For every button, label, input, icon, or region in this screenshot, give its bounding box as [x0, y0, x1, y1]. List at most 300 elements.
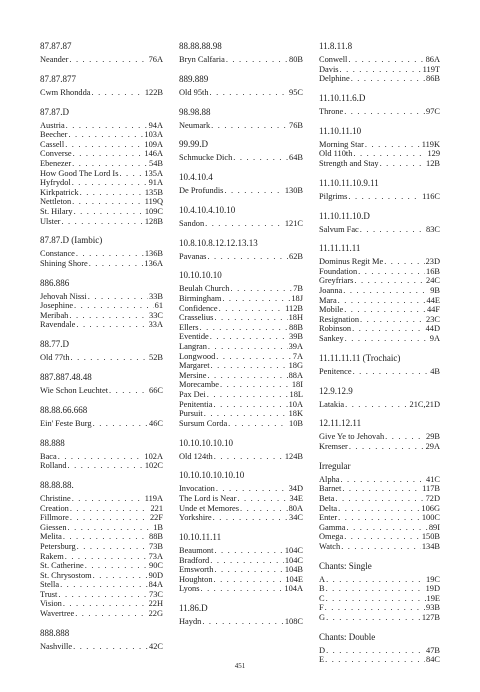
dot-leader — [210, 332, 288, 342]
tune-entry — [179, 617, 303, 627]
hymn-number: 19D — [425, 584, 440, 594]
tune-entry — [179, 313, 303, 323]
hymn-number: 18K — [288, 409, 303, 419]
tune-name: Sandon — [179, 218, 205, 228]
tune-name: Old 77th — [40, 353, 70, 363]
hymn-number: 76A — [148, 55, 163, 64]
tune-entry — [319, 613, 440, 623]
tune-name: Stella — [40, 580, 60, 590]
hymn-number: 109C — [144, 206, 163, 216]
dot-leader — [210, 556, 284, 566]
dot-leader — [341, 542, 421, 552]
tune-entry — [179, 153, 303, 163]
hymn-number: 19E — [426, 593, 440, 603]
meter-heading: 11.11.11.11 — [319, 243, 361, 254]
tune-name: Ein' Feste Burg — [40, 418, 92, 428]
tune-entry — [179, 513, 303, 523]
hymn-number: 88A — [288, 370, 303, 380]
hymn-number: 21C,21D — [409, 399, 440, 409]
tune-entry — [319, 286, 440, 296]
tune-entry — [179, 121, 303, 131]
hymn-number: 61 — [154, 301, 163, 311]
meter-heading: 99.99.D — [179, 139, 208, 150]
dot-leader — [202, 617, 284, 627]
tune-name: A — [319, 574, 326, 584]
hymn-number: 33B — [149, 291, 163, 301]
meter-heading: 87.87.877 — [40, 73, 76, 84]
hymn-number: 80A — [288, 503, 303, 513]
hymn-number: 104E — [285, 574, 303, 584]
meter-section — [319, 210, 440, 235]
tune-entry — [40, 311, 163, 321]
tune-entry — [319, 315, 440, 325]
dot-leader — [65, 140, 143, 150]
tune-name: F — [319, 603, 324, 613]
dot-leader — [216, 352, 291, 362]
dot-leader — [60, 580, 147, 590]
tune-entry — [319, 225, 440, 235]
dot-leader — [72, 159, 148, 169]
meter-heading: 10.4.10.4 — [179, 172, 213, 183]
hymn-number: 128B — [144, 216, 163, 226]
tune-name: Old 110th — [319, 149, 353, 159]
hymn-number: 18H — [288, 313, 303, 323]
tune-entry — [40, 386, 163, 396]
hymn-number: 73B — [149, 541, 163, 551]
tune-name: Pilgrims — [319, 191, 348, 201]
hymn-number: 7A — [292, 351, 303, 361]
tune-name: C — [319, 593, 325, 603]
tune-name: Penitentia — [179, 399, 213, 409]
tune-entry — [179, 88, 303, 98]
hymn-number: 88B — [289, 322, 303, 332]
dot-leader — [70, 513, 149, 523]
tune-entry — [40, 571, 163, 581]
tune-entry — [40, 532, 163, 542]
tune-name: Margaret — [179, 361, 210, 371]
tune-entry — [40, 121, 163, 131]
tune-name: Throne — [319, 106, 344, 116]
tune-entry — [319, 140, 440, 150]
dot-leader — [63, 532, 148, 542]
tune-entry — [40, 320, 163, 330]
hymn-number: 119T — [422, 64, 440, 74]
tune-entry — [179, 565, 303, 575]
tune-entry — [40, 159, 163, 169]
tune-name: How Good The Lord Is — [40, 168, 119, 178]
tune-name: St. Hilary — [40, 206, 73, 216]
tune-name: Resignation — [319, 314, 360, 324]
dot-leader — [204, 409, 288, 419]
tune-name: Christine — [40, 493, 71, 503]
dot-leader — [240, 504, 288, 514]
tune-entry — [179, 484, 303, 494]
dot-leader — [226, 55, 288, 65]
tune-name: Mersine — [179, 370, 207, 380]
tune-name: Pursuit — [179, 409, 203, 419]
hymn-number: 150B — [421, 532, 440, 542]
dot-leader — [351, 74, 425, 84]
tune-entry — [40, 590, 163, 600]
hymn-number: 29B — [426, 432, 440, 442]
tune-name: Petersburg — [40, 541, 76, 551]
hymn-number: 104C — [284, 555, 303, 565]
hymn-number: 136A — [144, 258, 163, 268]
tune-entry — [319, 267, 440, 277]
hymn-number: 39B — [289, 332, 303, 342]
hymn-number: 12B — [426, 158, 440, 168]
hymn-number: 18J — [291, 294, 303, 304]
hymn-number: 129 — [427, 149, 440, 159]
dot-leader — [69, 311, 148, 321]
dot-leader — [216, 484, 288, 494]
tune-name: Yorkshire — [179, 513, 212, 523]
hymn-number: 94A — [148, 120, 163, 130]
hymn-number: 34D — [288, 484, 303, 494]
hymn-number: 146A — [144, 149, 163, 159]
tune-name: Pax Dei — [179, 390, 206, 399]
dot-leader — [66, 121, 148, 131]
dot-leader — [233, 153, 288, 163]
tune-name: Dominus Regit Me — [319, 257, 384, 267]
hymn-number: 52B — [149, 353, 163, 363]
hymn-number: 84A — [148, 580, 163, 590]
tune-name: E — [319, 655, 325, 665]
tune-entry — [319, 334, 440, 344]
dot-leader — [340, 475, 425, 485]
hymn-number: 18I — [291, 380, 303, 390]
tune-entry — [179, 252, 303, 262]
tune-name: Sursum Corda — [179, 418, 228, 428]
dot-leader — [214, 546, 283, 556]
meter-heading: 87.87.D — [40, 106, 69, 117]
hymn-number: 10A — [288, 399, 303, 409]
meter-section — [40, 73, 163, 98]
dot-leader — [384, 257, 424, 267]
tune-name: Pavanas — [179, 251, 207, 261]
hymn-number: 24C — [426, 276, 440, 286]
tune-entry — [319, 276, 440, 286]
tune-entry — [319, 484, 440, 494]
hymn-number: 135A — [144, 168, 163, 178]
dot-leader — [343, 286, 429, 296]
dot-leader — [200, 584, 283, 594]
tune-name: Conwell — [319, 55, 348, 64]
hymn-number: 109A — [144, 139, 163, 149]
tune-name: Barnet — [319, 484, 342, 494]
meter-section — [179, 237, 303, 262]
tune-name: Ebenezer — [40, 158, 72, 168]
tune-entry — [319, 442, 440, 452]
tune-entry — [179, 452, 303, 462]
dot-leader — [358, 267, 425, 277]
hymn-number: 102A — [144, 451, 163, 461]
dot-leader — [237, 494, 288, 504]
hymn-number: 44E — [426, 295, 440, 305]
meter-heading: 11.10.11.10 — [319, 125, 362, 136]
tune-name: Invocation — [179, 484, 215, 494]
hymn-number: 104A — [284, 584, 303, 594]
hymn-number: 119K — [421, 139, 440, 149]
tune-entry — [40, 513, 163, 523]
tune-entry — [179, 55, 303, 65]
tune-entry — [179, 361, 303, 371]
tune-name: Haydn — [179, 617, 202, 627]
tune-entry — [319, 475, 440, 485]
tune-name: Neumark — [179, 120, 211, 130]
meter-section — [319, 92, 440, 117]
meter-heading: 10.10.11.11 — [179, 531, 222, 542]
meter-heading: 11.10.11.10.D — [319, 210, 370, 221]
meter-heading: 98.98.88 — [179, 106, 211, 117]
meter-section — [319, 40, 440, 84]
dot-leader — [360, 225, 425, 235]
dot-leader — [91, 88, 143, 98]
meter-section — [179, 106, 303, 131]
tune-entry — [40, 55, 163, 65]
hymn-number: 33C — [149, 310, 163, 320]
hymn-number: 76B — [289, 120, 303, 130]
tune-entry — [40, 178, 163, 188]
hymn-number: 16B — [426, 266, 440, 276]
tune-name: The Lord is Near — [179, 493, 237, 503]
tune-entry — [40, 523, 163, 533]
tune-name: Gamma — [319, 522, 346, 532]
dot-leader — [228, 419, 288, 429]
tune-entry — [319, 305, 440, 315]
dot-leader — [207, 252, 288, 262]
dot-leader — [61, 217, 143, 227]
tune-name: Give Ye to Jehovah — [319, 432, 385, 442]
dot-leader — [338, 296, 426, 306]
dot-leader — [65, 552, 148, 562]
meter-section — [319, 385, 440, 410]
hymn-number: 34C — [289, 513, 303, 523]
tune-entry — [319, 432, 440, 442]
hymn-number: 88B — [149, 532, 163, 542]
tune-name: Cwm Rhondda — [40, 87, 91, 97]
meter-section — [40, 627, 163, 652]
meter-heading: 88.88.88. — [40, 479, 74, 490]
index-column-3 — [319, 40, 440, 673]
hymn-number: 93B — [426, 603, 440, 613]
hymn-number: 103A — [144, 130, 163, 140]
dot-leader — [345, 400, 408, 410]
meter-section — [40, 234, 163, 268]
tune-entry — [319, 159, 440, 169]
tune-name: Sankey — [319, 334, 344, 344]
meter-heading: 88.888 — [40, 437, 65, 448]
tune-entry — [40, 419, 163, 429]
tune-name: Houghton — [179, 574, 213, 584]
meter-section — [179, 171, 303, 196]
tune-name: Jehovah Nissi — [40, 291, 87, 301]
dot-leader — [76, 320, 147, 330]
hymn-number: 4B — [430, 366, 440, 376]
tune-name: Ulster — [40, 216, 61, 226]
dot-leader — [69, 55, 147, 65]
hymn-number: 19C — [426, 574, 440, 584]
dot-leader — [80, 188, 144, 198]
tune-name: Strength and Stay — [319, 158, 379, 168]
tune-name: Morecambe — [179, 380, 219, 390]
tune-name: Penitence — [319, 366, 352, 376]
tune-entry — [179, 352, 303, 362]
tune-entry — [179, 323, 303, 333]
dot-leader — [72, 178, 148, 188]
tune-entry — [319, 584, 440, 594]
tune-name: Trust — [40, 589, 58, 599]
tune-entry — [319, 324, 440, 334]
dot-leader — [348, 55, 424, 65]
meter-heading: 887.887.48.48 — [40, 372, 92, 382]
meter-heading: 11.10.11.6.D — [319, 92, 366, 103]
hymn-number: 9B — [430, 286, 440, 296]
tune-entry — [179, 284, 303, 294]
dot-leader — [380, 159, 425, 169]
meter-section — [319, 242, 440, 343]
meter-section — [179, 138, 303, 163]
tune-entry — [179, 332, 303, 342]
hymn-number: 22G — [148, 609, 163, 619]
meter-heading: 889.889 — [179, 73, 209, 84]
dot-leader — [89, 259, 144, 269]
tune-entry — [319, 513, 440, 523]
tune-name: De Profundis — [179, 186, 224, 196]
tune-entry — [319, 532, 440, 542]
hymn-number: 117B — [422, 484, 440, 494]
tune-name: Delphine — [319, 74, 350, 84]
tune-name: Mara — [319, 295, 337, 305]
tune-name: Enter — [319, 513, 338, 523]
meter-heading: 88.88.88.98 — [179, 41, 222, 51]
hymn-number: 54B — [149, 158, 163, 168]
dot-leader — [75, 609, 147, 619]
hymn-number: 80B — [289, 55, 303, 64]
dot-leader — [73, 149, 144, 159]
meter-heading: 11.10.11.10.9.11 — [319, 177, 379, 188]
dot-leader — [72, 494, 144, 504]
dot-leader — [214, 400, 288, 410]
dot-leader — [353, 149, 426, 159]
tune-name: Morning Star — [319, 139, 364, 149]
tune-name: St. Chrysostom — [40, 570, 92, 580]
meter-heading: 10.4.10.4.10.10 — [179, 204, 236, 215]
dot-leader — [344, 107, 425, 117]
tune-entry — [179, 546, 303, 556]
hymn-number: 90C — [149, 561, 163, 571]
meter-section — [40, 277, 163, 330]
hymn-number: 108C — [284, 617, 303, 627]
hymn-number: 73C — [149, 589, 163, 599]
hymn-number: 18G — [288, 361, 303, 371]
meter-section — [40, 371, 163, 396]
hymn-number: 44F — [426, 305, 440, 315]
hymn-number: 7B — [293, 284, 303, 294]
dot-leader — [68, 130, 143, 140]
tune-name: Davis — [319, 64, 339, 74]
tune-entry — [40, 130, 163, 140]
hymn-number: 134B — [421, 541, 440, 551]
dot-leader — [326, 646, 425, 656]
tune-entry — [40, 580, 163, 590]
tune-name: Salvum Fac — [319, 224, 359, 234]
tune-name: Nashville — [40, 641, 73, 651]
hymn-number: 84C — [426, 655, 440, 665]
tune-name: Watch — [319, 541, 341, 551]
hymn-number: 44D — [425, 324, 440, 334]
tune-name: Vision — [40, 599, 62, 609]
hymn-number: 41C — [426, 474, 440, 484]
tune-name: Alpha — [319, 474, 340, 484]
tune-name: Schmucke Dich — [179, 153, 233, 163]
meter-section — [40, 404, 163, 429]
tune-entry — [40, 88, 163, 98]
hymn-number: 106G — [421, 503, 440, 513]
dot-leader — [342, 484, 421, 494]
tune-entry — [40, 599, 163, 609]
tune-name: Neander — [40, 55, 69, 64]
tune-name: Converse — [40, 149, 72, 159]
dot-leader — [119, 169, 143, 179]
tune-entry — [40, 642, 163, 652]
hymn-number: 90D — [148, 570, 163, 580]
meter-section — [40, 106, 163, 227]
meter-heading: 12.9.12.9 — [319, 385, 353, 396]
dot-leader — [353, 367, 430, 377]
tune-name: Old 95th — [179, 87, 209, 97]
dot-leader — [345, 334, 429, 344]
meter-heading: 888.888 — [40, 627, 70, 638]
meter-heading: 11.8.11.8 — [319, 41, 353, 51]
meter-section — [319, 352, 440, 377]
hymn-number: 130B — [284, 186, 303, 196]
tune-entry — [179, 371, 303, 381]
hymn-number: 39A — [288, 342, 303, 352]
meter-heading: Chants: Double — [319, 631, 376, 642]
tune-entry — [319, 523, 440, 533]
tune-entry — [179, 342, 303, 352]
dot-leader — [340, 65, 422, 75]
tune-entry — [319, 646, 440, 656]
meter-heading: 11.11.11.11 (Trochaic) — [319, 352, 401, 363]
tune-entry — [179, 494, 303, 504]
tune-name: Joanna — [319, 286, 343, 296]
tune-name: Melita — [40, 532, 62, 542]
tune-name: Unde et Memores — [179, 503, 240, 513]
tune-entry — [40, 504, 163, 514]
meter-section — [319, 460, 440, 552]
tune-entry — [40, 353, 163, 363]
hymn-number: 221 — [150, 503, 163, 513]
meter-section — [319, 125, 440, 169]
dot-leader — [344, 305, 426, 315]
meter-heading: 88.77.D — [40, 339, 69, 350]
tune-entry — [40, 494, 163, 504]
meter-section — [179, 204, 303, 229]
hymn-number: 86A — [425, 55, 440, 64]
dot-leader — [360, 315, 425, 325]
tune-name: Crasselius — [179, 313, 214, 323]
hymn-number: 33A — [148, 320, 163, 330]
hymn-number: 97C — [426, 106, 440, 116]
dot-leader — [74, 207, 144, 217]
tune-name: Rolland — [40, 461, 67, 471]
tune-entry — [319, 55, 440, 65]
dot-leader — [76, 249, 144, 259]
hymn-number: 95C — [289, 87, 303, 97]
hymn-number: 1B — [153, 522, 163, 532]
